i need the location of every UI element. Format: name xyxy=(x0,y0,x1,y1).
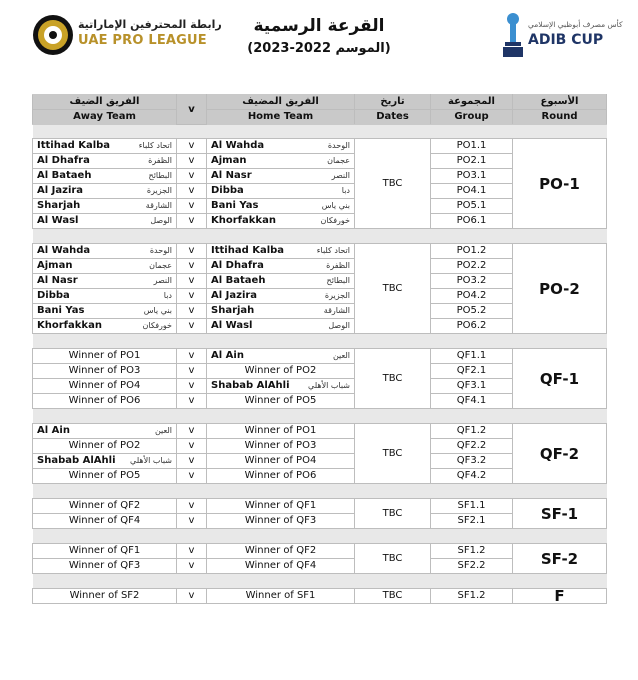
col-home-en: Home Team xyxy=(207,110,355,125)
table-row xyxy=(33,499,607,514)
away-team-cell xyxy=(33,139,177,154)
away-team-name-arabic: العين xyxy=(154,426,172,435)
away-team-cell xyxy=(33,244,177,259)
home-team xyxy=(207,184,354,198)
group-cell: PO5.2 xyxy=(431,304,513,319)
home-team-name: Al Wahda xyxy=(211,140,265,151)
away-team-name: Al Dhafra xyxy=(37,155,90,166)
home-team xyxy=(207,139,354,153)
col-home-ar: الفريق المضيف xyxy=(207,95,355,110)
separator-cell xyxy=(33,229,607,244)
away-team-cell xyxy=(33,259,177,274)
col-group-en: Group xyxy=(431,110,513,125)
home-team xyxy=(207,304,354,318)
home-team xyxy=(207,274,354,288)
away-team xyxy=(33,319,176,333)
group-cell: PO3.2 xyxy=(431,274,513,289)
home-team-name-arabic: الشارقة xyxy=(323,306,350,315)
home-team-name-arabic: عجمان xyxy=(327,156,350,165)
home-team-placeholder: Winner of QF2 xyxy=(207,544,355,559)
col-round-ar: الأسبوع xyxy=(513,95,607,110)
col-away-en: Away Team xyxy=(33,110,177,125)
versus-cell: v xyxy=(177,274,207,289)
block-separator xyxy=(33,484,607,499)
away-team xyxy=(33,169,176,183)
group-cell: PO1.1 xyxy=(431,139,513,154)
home-team-placeholder: Winner of PO3 xyxy=(207,439,355,454)
group-cell: PO6.2 xyxy=(431,319,513,334)
adib-cup-trophy-icon xyxy=(500,12,526,62)
home-team-cell xyxy=(207,169,355,184)
home-team-placeholder: Winner of PO4 xyxy=(207,454,355,469)
separator-cell xyxy=(33,334,607,349)
home-team-name-arabic: الظفرة xyxy=(326,261,350,270)
separator-cell xyxy=(33,484,607,499)
home-team-name: Al Wasl xyxy=(211,320,253,331)
season-label: (الموسم 2022-2023) xyxy=(247,41,391,56)
away-team xyxy=(33,184,176,198)
away-team-placeholder: Winner of SF2 xyxy=(33,589,177,604)
away-team-cell xyxy=(33,169,177,184)
date-cell: TBC xyxy=(355,499,431,529)
away-team-name: Al Bataeh xyxy=(37,170,92,181)
separator-cell xyxy=(33,574,607,589)
versus-cell: v xyxy=(177,454,207,469)
home-team-placeholder: Winner of PO6 xyxy=(207,469,355,484)
round-cell: PO-1 xyxy=(513,139,607,229)
home-team-name: Bani Yas xyxy=(211,200,259,211)
away-team-name-arabic: الظفرة xyxy=(148,156,172,165)
home-team-placeholder: Winner of QF4 xyxy=(207,559,355,574)
away-team-name: Al Ain xyxy=(37,425,70,436)
home-team-placeholder: Winner of QF1 xyxy=(207,499,355,514)
home-team-cell xyxy=(207,139,355,154)
home-team-name-arabic: الوصل xyxy=(328,321,350,330)
block-separator xyxy=(33,125,607,139)
away-team-name-arabic: النصر xyxy=(153,276,172,285)
draw-table xyxy=(32,94,607,604)
away-team-name-arabic: شباب الأهلي xyxy=(130,456,172,465)
home-team-name: Shabab AlAhli xyxy=(211,380,290,391)
group-cell: PO1.2 xyxy=(431,244,513,259)
cup-name-english: ADIB CUP xyxy=(528,32,604,48)
away-team-name: Al Nasr xyxy=(37,275,78,286)
away-team-cell xyxy=(33,274,177,289)
away-team-name-arabic: اتحاد كلباء xyxy=(138,141,172,150)
col-round-en: Round xyxy=(513,110,607,125)
home-team xyxy=(207,289,354,303)
home-team xyxy=(207,259,354,273)
group-cell: QF2.1 xyxy=(431,364,513,379)
home-team-cell xyxy=(207,349,355,364)
away-team xyxy=(33,289,176,303)
group-cell: PO4.2 xyxy=(431,289,513,304)
home-team-cell xyxy=(207,184,355,199)
away-team-placeholder: Winner of PO3 xyxy=(33,364,177,379)
home-team-name: Al Dhafra xyxy=(211,260,264,271)
versus-cell: v xyxy=(177,544,207,559)
versus-cell: v xyxy=(177,319,207,334)
away-team-cell xyxy=(33,214,177,229)
away-team-placeholder: Winner of QF2 xyxy=(33,499,177,514)
group-cell: SF2.2 xyxy=(431,559,513,574)
group-cell: QF2.2 xyxy=(431,439,513,454)
home-team-name-arabic: بني ياس xyxy=(321,201,350,210)
away-team xyxy=(33,454,176,468)
away-team-name: Al Wahda xyxy=(37,245,91,256)
home-team-name: Al Bataeh xyxy=(211,275,266,286)
group-cell: PO2.2 xyxy=(431,259,513,274)
page-title: القرعة الرسمية xyxy=(253,16,385,36)
group-cell: SF1.2 xyxy=(431,544,513,559)
away-team xyxy=(33,304,176,318)
block-separator xyxy=(33,334,607,349)
versus-cell: v xyxy=(177,169,207,184)
home-team-placeholder: Winner of PO5 xyxy=(207,394,355,409)
versus-cell: v xyxy=(177,304,207,319)
away-team-cell xyxy=(33,304,177,319)
away-team-name-arabic: دبا xyxy=(163,291,172,300)
league-name-arabic: رابطة المحترفين الإماراتية xyxy=(78,18,222,31)
versus-cell: v xyxy=(177,379,207,394)
round-cell: PO-2 xyxy=(513,244,607,334)
versus-cell: v xyxy=(177,259,207,274)
table-row xyxy=(33,349,607,364)
home-team-cell xyxy=(207,259,355,274)
table-header-english xyxy=(33,110,607,125)
col-date-ar: تاريخ xyxy=(355,95,431,110)
home-team xyxy=(207,154,354,168)
block-separator xyxy=(33,409,607,424)
round-cell: SF-1 xyxy=(513,499,607,529)
home-team-name-arabic: العين xyxy=(332,351,350,360)
group-cell: QF3.1 xyxy=(431,379,513,394)
away-team-placeholder: Winner of QF3 xyxy=(33,559,177,574)
round-cell: F xyxy=(513,589,607,604)
versus-cell: v xyxy=(177,424,207,439)
home-team-name: Dibba xyxy=(211,185,244,196)
away-team-cell xyxy=(33,184,177,199)
home-team-placeholder: Winner of SF1 xyxy=(207,589,355,604)
away-team-name-arabic: عجمان xyxy=(149,261,172,270)
home-team-placeholder: Winner of PO2 xyxy=(207,364,355,379)
home-team-placeholder: Winner of QF3 xyxy=(207,514,355,529)
date-cell: TBC xyxy=(355,349,431,409)
away-team-cell xyxy=(33,289,177,304)
block-separator xyxy=(33,529,607,544)
away-team-name: Al Jazira xyxy=(37,185,84,196)
home-team-name-arabic: خورفكان xyxy=(320,216,350,225)
separator-cell xyxy=(33,125,607,139)
group-cell: SF1.1 xyxy=(431,499,513,514)
away-team-placeholder: Winner of QF1 xyxy=(33,544,177,559)
versus-cell: v xyxy=(177,499,207,514)
table-row xyxy=(33,244,607,259)
away-team-name-arabic: البطائح xyxy=(148,171,172,180)
versus-cell: v xyxy=(177,469,207,484)
separator-cell xyxy=(33,529,607,544)
home-team xyxy=(207,244,354,258)
away-team-name-arabic: خورفكان xyxy=(142,321,172,330)
group-cell: QF1.2 xyxy=(431,424,513,439)
away-team-name: Bani Yas xyxy=(37,305,85,316)
date-cell: TBC xyxy=(355,424,431,484)
home-team-name: Ittihad Kalba xyxy=(211,245,285,256)
away-team-name-arabic: بني ياس xyxy=(143,306,172,315)
versus-cell: v xyxy=(177,214,207,229)
versus-cell: v xyxy=(177,244,207,259)
away-team xyxy=(33,139,176,153)
home-team-name-arabic: دبا xyxy=(341,186,350,195)
home-team-name-arabic: شباب الأهلي xyxy=(308,381,350,390)
group-cell: QF3.2 xyxy=(431,454,513,469)
away-team xyxy=(33,214,176,228)
versus-cell: v xyxy=(177,184,207,199)
away-team-placeholder: Winner of PO4 xyxy=(33,379,177,394)
home-team-name-arabic: اتحاد كلباء xyxy=(316,246,350,255)
round-cell: QF-2 xyxy=(513,424,607,484)
table-row xyxy=(33,544,607,559)
group-cell: QF1.1 xyxy=(431,349,513,364)
block-separator xyxy=(33,229,607,244)
home-team xyxy=(207,349,354,363)
home-team xyxy=(207,379,354,393)
table-row xyxy=(33,139,607,154)
versus-cell: v xyxy=(177,139,207,154)
versus-cell: v xyxy=(177,349,207,364)
col-group-ar: المجموعة xyxy=(431,95,513,110)
away-team xyxy=(33,244,176,258)
home-team xyxy=(207,199,354,213)
away-team-name: Ittihad Kalba xyxy=(37,140,111,151)
away-team-cell xyxy=(33,319,177,334)
home-team xyxy=(207,319,354,333)
home-team-cell xyxy=(207,199,355,214)
away-team-placeholder: Winner of PO1 xyxy=(33,349,177,364)
versus-cell: v xyxy=(177,439,207,454)
group-cell: PO5.1 xyxy=(431,199,513,214)
table-row xyxy=(33,589,607,604)
away-team-placeholder: Winner of PO2 xyxy=(33,439,177,454)
versus-cell: v xyxy=(177,289,207,304)
away-team-placeholder: Winner of QF4 xyxy=(33,514,177,529)
home-team-name-arabic: النصر xyxy=(331,171,350,180)
away-team-name: Khorfakkan xyxy=(37,320,102,331)
away-team xyxy=(33,259,176,273)
versus-cell: v xyxy=(177,559,207,574)
home-team-name: Al Nasr xyxy=(211,170,252,181)
home-team-cell xyxy=(207,289,355,304)
home-team-name-arabic: الوحدة xyxy=(327,141,350,150)
away-team-name: Sharjah xyxy=(37,200,81,211)
away-team xyxy=(33,274,176,288)
round-cell: QF-1 xyxy=(513,349,607,409)
group-cell: SF2.1 xyxy=(431,514,513,529)
home-team-cell xyxy=(207,304,355,319)
date-cell: TBC xyxy=(355,589,431,604)
home-team xyxy=(207,214,354,228)
date-cell: TBC xyxy=(355,544,431,574)
date-cell: TBC xyxy=(355,244,431,334)
away-team-cell xyxy=(33,199,177,214)
away-team xyxy=(33,199,176,213)
away-team-name-arabic: الجزيرة xyxy=(146,186,172,195)
versus-cell: v xyxy=(177,199,207,214)
away-team-name: Ajman xyxy=(37,260,73,271)
away-team xyxy=(33,154,176,168)
group-cell: PO4.1 xyxy=(431,184,513,199)
home-team-name-arabic: الجزيرة xyxy=(324,291,350,300)
group-cell: PO6.1 xyxy=(431,214,513,229)
page-header xyxy=(0,0,638,90)
round-cell: SF-2 xyxy=(513,544,607,574)
table-header-arabic xyxy=(33,95,607,110)
versus-cell: v xyxy=(177,154,207,169)
away-team-placeholder: Winner of PO6 xyxy=(33,394,177,409)
home-team-cell xyxy=(207,319,355,334)
home-team-cell xyxy=(207,214,355,229)
home-team xyxy=(207,169,354,183)
separator-cell xyxy=(33,409,607,424)
home-team-cell xyxy=(207,244,355,259)
home-team-cell xyxy=(207,379,355,394)
versus-cell: v xyxy=(177,394,207,409)
home-team-cell xyxy=(207,274,355,289)
home-team-name: Sharjah xyxy=(211,305,255,316)
group-cell: PO2.1 xyxy=(431,154,513,169)
home-team-cell xyxy=(207,154,355,169)
col-v-header: v xyxy=(177,95,207,125)
cup-name-arabic: كأس مصرف أبوظبي الإسلامي xyxy=(528,20,623,29)
versus-cell: v xyxy=(177,364,207,379)
home-team-name: Khorfakkan xyxy=(211,215,276,226)
away-team-name-arabic: الشارقة xyxy=(145,201,172,210)
versus-cell: v xyxy=(177,589,207,604)
table-row xyxy=(33,424,607,439)
home-team-placeholder: Winner of PO1 xyxy=(207,424,355,439)
col-away-ar: الفريق الضيف xyxy=(33,95,177,110)
versus-cell: v xyxy=(177,514,207,529)
away-team-name-arabic: الوصل xyxy=(150,216,172,225)
away-team-name: Al Wasl xyxy=(37,215,79,226)
league-name-english: UAE PRO LEAGUE xyxy=(78,33,207,48)
home-team-name: Al Jazira xyxy=(211,290,258,301)
block-separator xyxy=(33,574,607,589)
group-cell: QF4.2 xyxy=(431,469,513,484)
away-team-name-arabic: الوحدة xyxy=(149,246,172,255)
away-team-cell xyxy=(33,454,177,469)
away-team-name: Shabab AlAhli xyxy=(37,455,116,466)
away-team xyxy=(33,424,176,438)
home-team-name: Al Ain xyxy=(211,350,244,361)
col-date-en: Dates xyxy=(355,110,431,125)
date-cell: TBC xyxy=(355,139,431,229)
away-team-placeholder: Winner of PO5 xyxy=(33,469,177,484)
group-cell: PO3.1 xyxy=(431,169,513,184)
home-team-name: Ajman xyxy=(211,155,247,166)
away-team-name: Dibba xyxy=(37,290,70,301)
away-team-cell xyxy=(33,154,177,169)
home-team-name-arabic: البطائح xyxy=(326,276,350,285)
group-cell: SF1.2 xyxy=(431,589,513,604)
group-cell: QF4.1 xyxy=(431,394,513,409)
away-team-cell xyxy=(33,424,177,439)
